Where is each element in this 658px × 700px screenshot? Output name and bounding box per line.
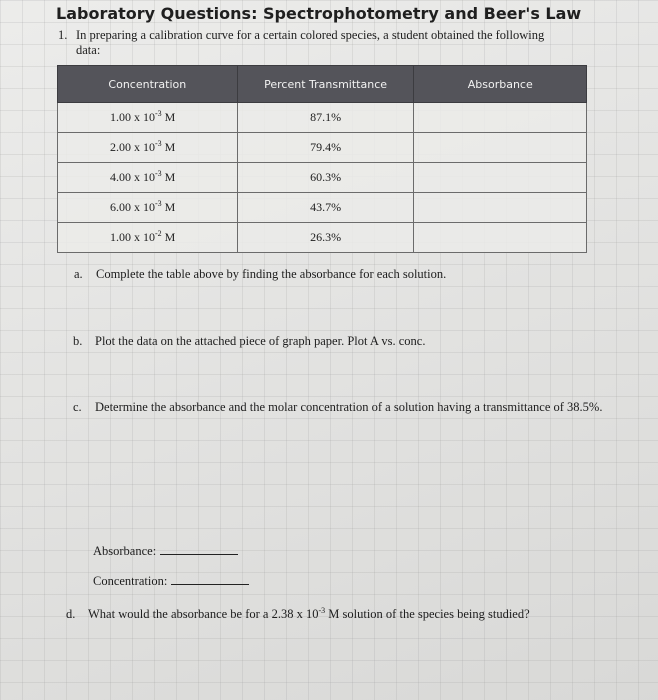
part-d [66, 606, 646, 622]
part-b-text: Plot the data on the attached piece of graph paper. Plot A vs. conc. [95, 334, 426, 348]
absorbance-label: Absorbance: [93, 544, 157, 558]
absorbance-cell[interactable] [414, 163, 587, 193]
transmittance-cell: 60.3% [237, 163, 414, 193]
question-text: In preparing a calibration curve for a certain colored species, a student obtained the following data: [76, 28, 545, 57]
absorbance-cell[interactable] [414, 193, 587, 223]
part-d-text: What would the absorbance be for a 2.38 x $10^{-3}$ M solution of the species being studied? [88, 605, 530, 621]
absorbance-cell[interactable] [414, 223, 587, 253]
concentration-answer [93, 572, 249, 589]
part-c-text: Determine the absorbance and the molar concentration of a solution having a transmittance of 38.5%. [95, 400, 603, 414]
header-concentration: Concentration [58, 66, 238, 103]
table-row [58, 193, 587, 223]
concentration-cell: 6.00 x $10^{-3}$ M [58, 193, 238, 223]
absorbance-blank[interactable] [160, 542, 238, 555]
part-a-text: Complete the table above by finding the absorbance for each solution. [96, 267, 447, 281]
absorbance-cell[interactable] [414, 133, 587, 163]
concentration-cell: 1.00 x $10^{-3}$ M [58, 103, 238, 133]
concentration-cell: 4.00 x $10^{-3}$ M [58, 163, 238, 193]
transmittance-cell: 87.1% [237, 103, 414, 133]
table-row [58, 103, 587, 133]
transmittance-cell: 79.4% [237, 133, 414, 163]
concentration-cell: 2.00 x $10^{-3}$ M [58, 133, 238, 163]
transmittance-cell: 26.3% [237, 223, 414, 253]
table-row [58, 163, 587, 193]
header-absorbance: Absorbance [414, 66, 587, 103]
absorbance-answer [93, 542, 238, 559]
concentration-blank[interactable] [171, 572, 249, 585]
table-row [58, 133, 587, 163]
table-row [58, 223, 587, 253]
question-1 [58, 28, 558, 58]
part-a [74, 266, 554, 282]
header-percent-transmittance: Percent Transmittance [237, 66, 414, 103]
data-table [57, 65, 587, 253]
part-c [73, 399, 633, 415]
part-a-label: a. [74, 267, 83, 281]
concentration-cell: 1.00 x $10^{-2}$ M [58, 223, 238, 253]
absorbance-cell[interactable] [414, 103, 587, 133]
part-d-label: d. [66, 607, 76, 621]
page-title: Laboratory Questions: Spectrophotometry and Beer's Law [56, 4, 582, 23]
part-b [73, 333, 553, 349]
concentration-label: Concentration: [93, 574, 168, 588]
transmittance-cell: 43.7% [237, 193, 414, 223]
table-header-row [58, 66, 587, 103]
question-number: 1. [58, 28, 68, 42]
part-c-label: c. [73, 400, 82, 414]
part-b-label: b. [73, 334, 83, 348]
